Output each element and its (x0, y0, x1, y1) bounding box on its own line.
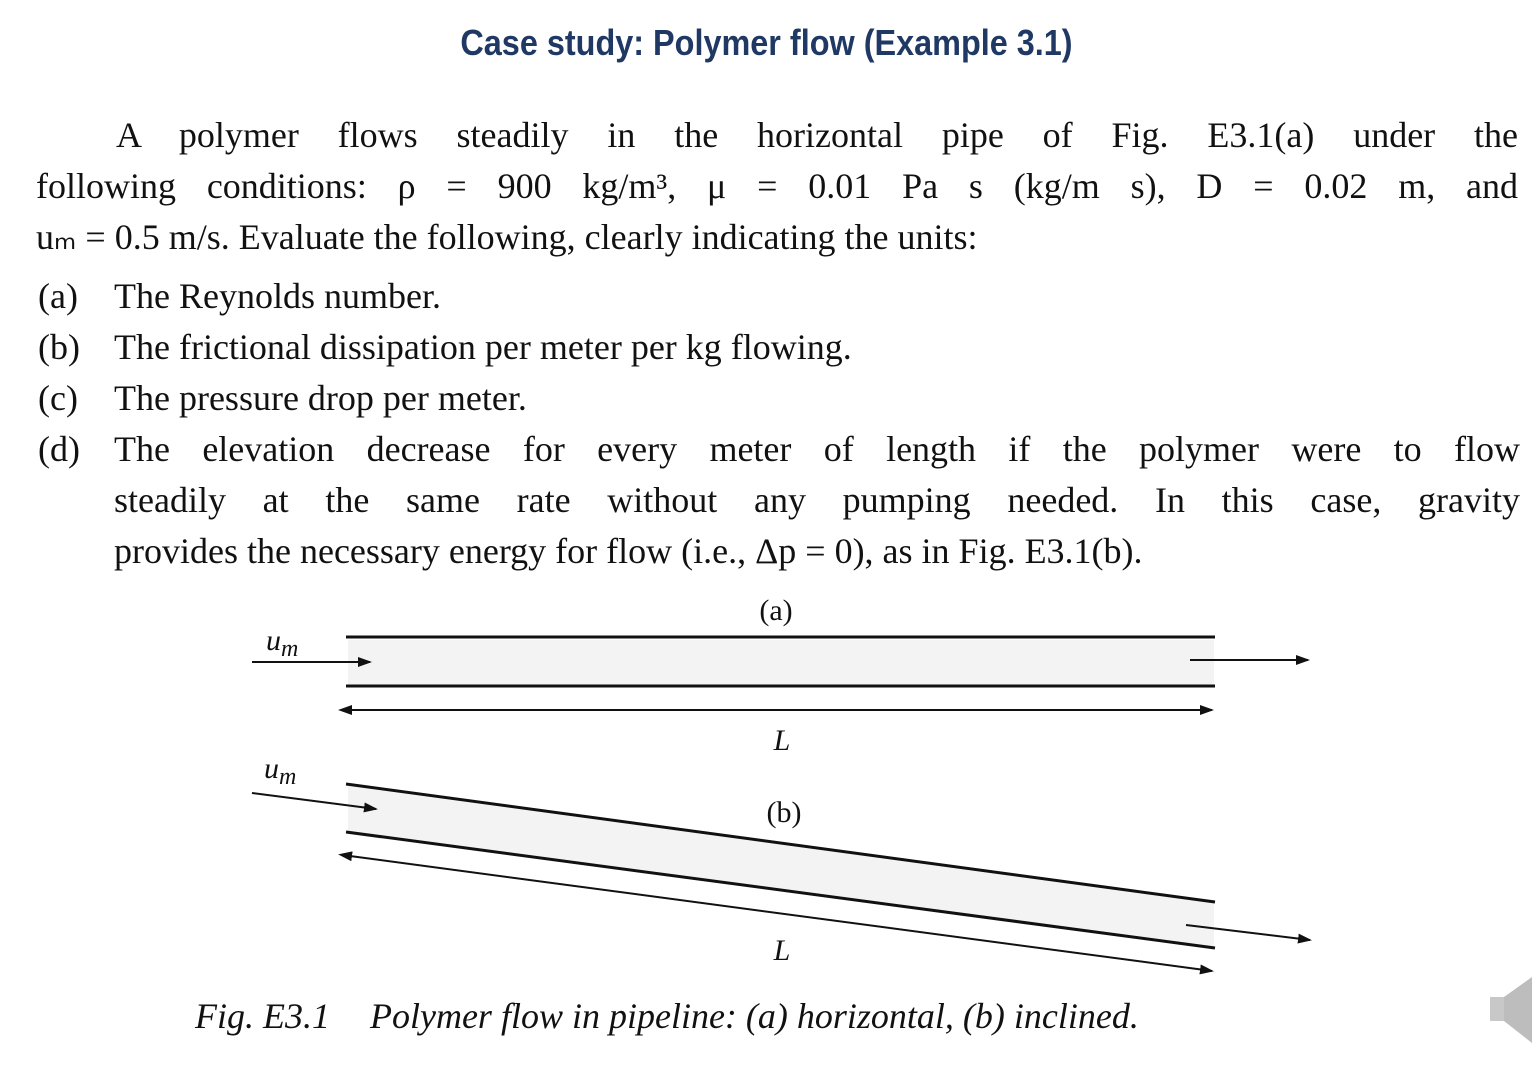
figure-caption (195, 995, 1139, 1037)
intro-line-1: A polymer flows steadily in the horizontal pipe of Fig. E3.1(a) under the (116, 115, 1518, 155)
list-item-label: (d) (38, 429, 80, 469)
figure-label-b: (b) (766, 796, 802, 829)
velocity-label-a: $u_m$ (266, 624, 299, 662)
list-item-text: The elevation decrease for every meter of length if the polymer were to flow (114, 429, 1520, 469)
list-item-text: provides the necessary energy for flow (i.e., Δp = 0), as in Fig. E3.1(b). (114, 531, 1143, 571)
list-item-label: (a) (38, 276, 78, 316)
list-item-label: (b) (38, 327, 80, 367)
intro-line-3: uₘ = 0.5 m/s. Evaluate the following, clearly indicating the units: (36, 217, 978, 257)
pipe-figure (0, 590, 1533, 990)
intro-line-2: following conditions: ρ = 900 kg/m³, μ = 0.01 Pa s (kg/m s), D = 0.02 m, and (36, 166, 1518, 206)
list-item-text: The Reynolds number. (114, 276, 441, 316)
problem-statement (36, 110, 1518, 263)
list-item-text: The pressure drop per meter. (114, 378, 527, 418)
list-item-text: The frictional dissipation per meter per kg flowing. (114, 327, 852, 367)
slide-title: Case study: Polymer flow (Example 3.1) (460, 22, 1073, 63)
list-item-text: steadily at the same rate without any pumping needed. In this case, gravity (114, 480, 1520, 520)
pipe-a-fluid (348, 640, 1214, 686)
length-label-b: L (773, 934, 791, 967)
caption-text: Polymer flow in pipeline: (a) horizontal, (b) inclined. (369, 996, 1139, 1036)
length-label-a: L (773, 724, 791, 757)
speaker-icon[interactable] (1488, 975, 1533, 1050)
figure-label-a: (a) (759, 594, 793, 627)
caption-number: Fig. E3.1 (195, 996, 330, 1036)
velocity-label-b: $u_m$ (264, 752, 297, 790)
list-item-label: (c) (38, 378, 78, 418)
